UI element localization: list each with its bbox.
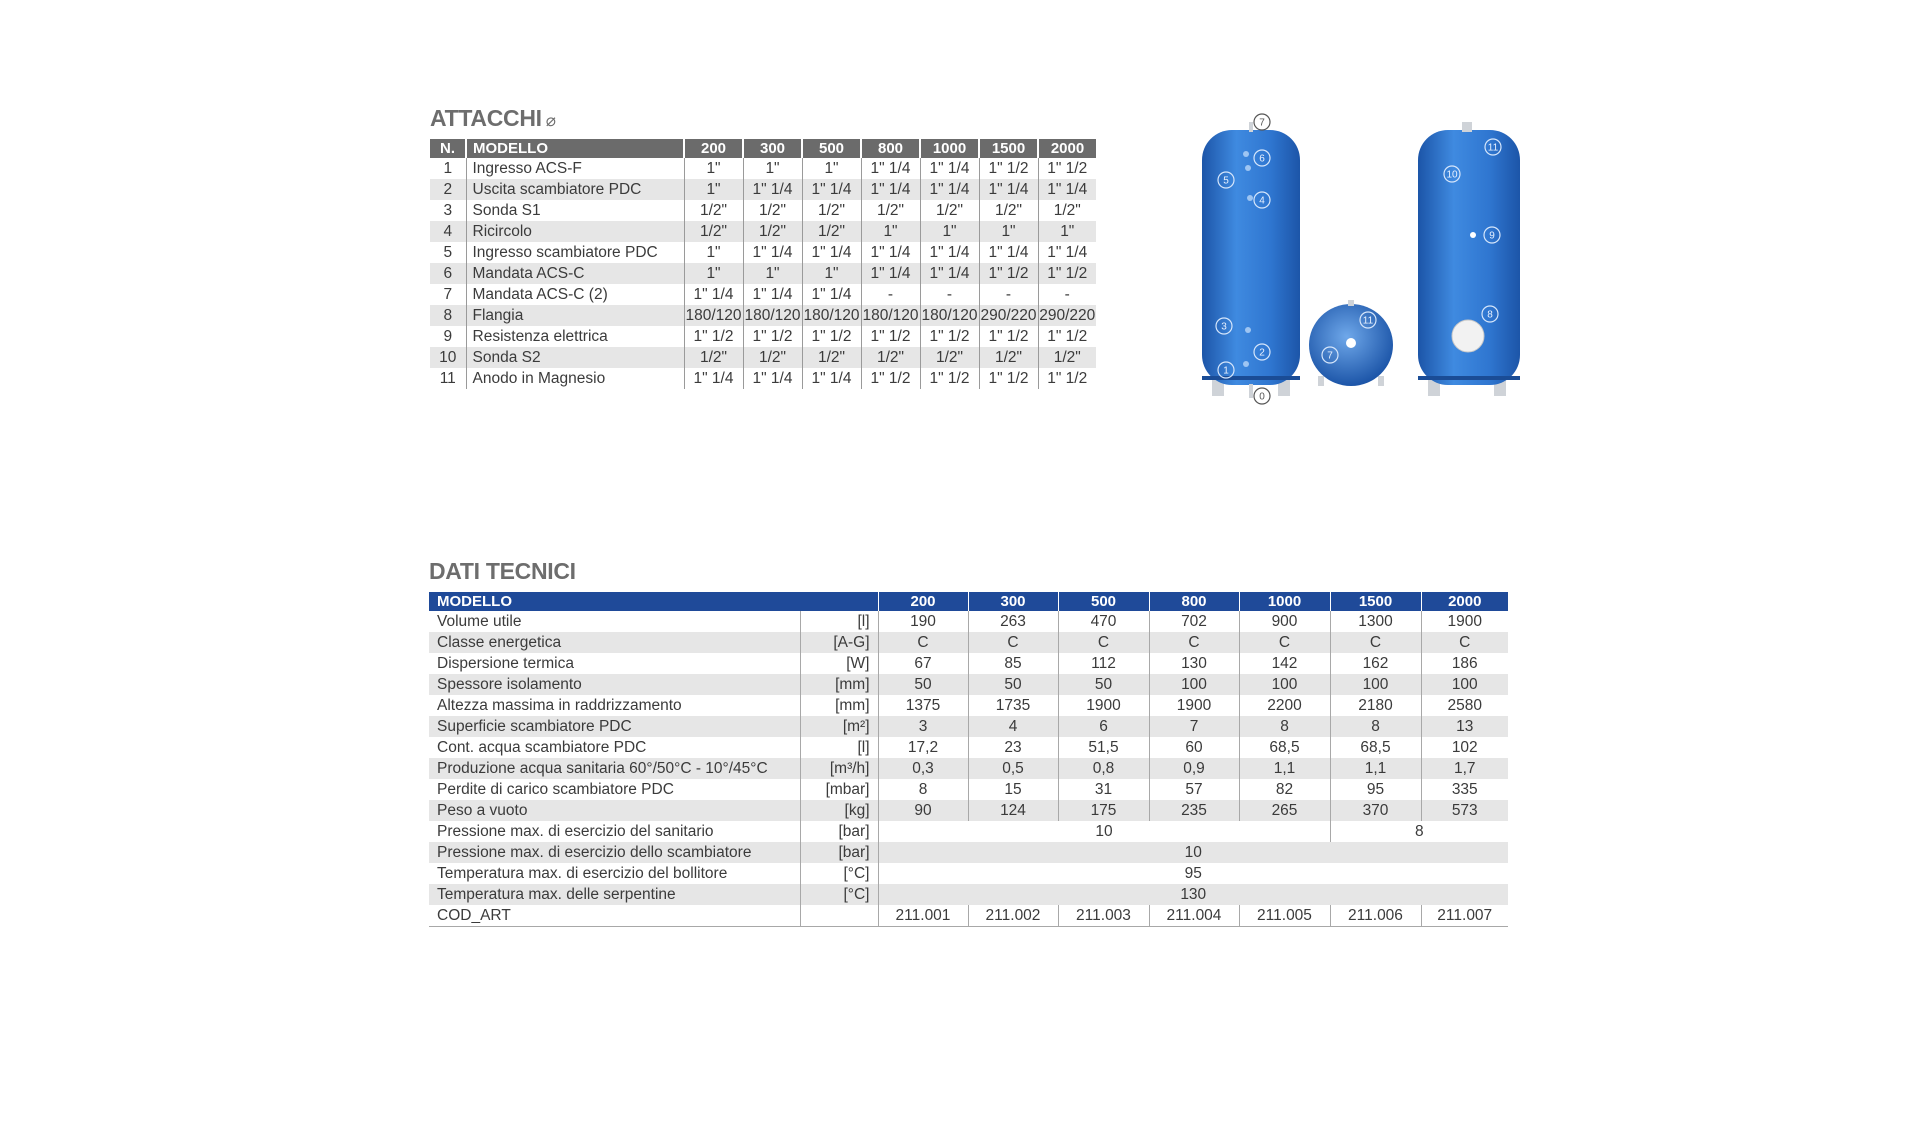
- dati-row-name: COD_ART: [429, 905, 800, 927]
- dati-cell: 50: [878, 674, 968, 695]
- attacchi-cell: 1" 1/4: [920, 158, 979, 179]
- attacchi-cell: 1" 1/2: [802, 326, 861, 347]
- attacchi-cell: 1" 1/2: [920, 368, 979, 389]
- dati-cell: 211.003: [1058, 905, 1149, 927]
- dati-cell: 702: [1149, 611, 1239, 632]
- attacchi-cell: 1" 1/4: [802, 284, 861, 305]
- attacchi-cell: 1/2": [684, 200, 743, 221]
- attacchi-cell: 1": [1038, 221, 1096, 242]
- side-label-9: 9: [1489, 230, 1495, 242]
- attacchi-row-name: Uscita scambiatore PDC: [466, 179, 684, 200]
- attacchi-cell: 1" 1/4: [802, 368, 861, 389]
- attacchi-cell: 1/2": [684, 347, 743, 368]
- front-tank-band: [1202, 376, 1300, 380]
- dati-row-name: Temperatura max. delle serpentine: [429, 884, 800, 905]
- dati-merged-cell: 10: [878, 842, 1508, 863]
- attacchi-header-model-2000: 2000: [1038, 139, 1096, 158]
- dati-row: [429, 695, 1508, 716]
- front-tank-dot: [1245, 165, 1251, 171]
- attacchi-row-number: 9: [443, 328, 453, 345]
- dati-cell: 13: [1421, 716, 1508, 737]
- attacchi-header-model-1500: 1500: [979, 139, 1038, 158]
- dati-row-name: Classe energetica: [429, 632, 800, 653]
- attacchi-cell: 180/120: [744, 307, 801, 324]
- dati-cell: 100: [1421, 674, 1508, 695]
- dati-merged-cell: 95: [878, 863, 1508, 884]
- dati-cell: C: [1149, 632, 1239, 653]
- attacchi-row: [430, 221, 1096, 242]
- dati-header-model-2000: 2000: [1421, 592, 1508, 611]
- front-label-3: 3: [1221, 321, 1227, 333]
- dati-cell: 82: [1239, 779, 1330, 800]
- attacchi-cell: 1/2": [979, 347, 1038, 368]
- dati-cell: 190: [878, 611, 968, 632]
- dati-cell: 31: [1058, 779, 1149, 800]
- attacchi-row-number: 4: [430, 221, 466, 242]
- dati-row-unit: [°C]: [800, 863, 878, 884]
- dati-cell: C: [1421, 632, 1508, 653]
- dati-cell: 0,5: [968, 758, 1058, 779]
- attacchi-cell: 1": [802, 263, 861, 284]
- attacchi-header-n: N.: [430, 139, 466, 158]
- tank-illustrations: [1190, 108, 1520, 413]
- attacchi-cell: 1" 1/4: [1038, 179, 1096, 200]
- attacchi-cell: 1" 1/4: [920, 242, 979, 263]
- dati-row-unit: [mm]: [800, 674, 878, 695]
- dati-row-name: Produzione acqua sanitaria 60°/50°C - 10°/45°C: [429, 758, 800, 779]
- dati-row-name: Perdite di carico scambiatore PDC: [437, 781, 674, 798]
- front-label-1: 1: [1223, 365, 1229, 377]
- attacchi-cell: 1" 1/2: [861, 368, 920, 389]
- attacchi-cell: 1" 1/2: [1038, 368, 1096, 389]
- attacchi-row-name: Flangia: [466, 305, 684, 326]
- side-tank-top-pipe: [1462, 122, 1472, 132]
- dati-row: [429, 758, 1508, 779]
- dati-row-unit: [bar]: [800, 821, 878, 842]
- dati-cell: 211.002: [968, 905, 1058, 927]
- attacchi-cell: 1" 1/2: [979, 158, 1038, 179]
- dati-cell: 60: [1149, 737, 1239, 758]
- attacchi-header-model-800: 800: [861, 139, 920, 158]
- dati-cell: 68,5: [1239, 737, 1330, 758]
- attacchi-cell: 1" 1/4: [861, 158, 920, 179]
- attacchi-cell: 1" 1/4: [743, 368, 802, 389]
- attacchi-cell: 1" 1/4: [1038, 242, 1096, 263]
- dati-cell: 1300: [1330, 611, 1421, 632]
- attacchi-cell: 1": [979, 221, 1038, 242]
- attacchi-cell: 1/2": [979, 200, 1038, 221]
- dati-cell: 112: [1058, 653, 1149, 674]
- top-view-nipple: [1348, 300, 1354, 306]
- attacchi-cell: 1" 1/2: [684, 326, 743, 347]
- attacchi-cell: 1/2": [684, 221, 743, 242]
- dati-row-name: Altezza massima in raddrizzamento: [437, 697, 682, 714]
- attacchi-row: [430, 326, 1096, 347]
- attacchi-row: [430, 179, 1096, 200]
- attacchi-cell: 1" 1/2: [1038, 326, 1096, 347]
- attacchi-cell: 1": [684, 158, 743, 179]
- dati-row-unit: [mbar]: [800, 779, 878, 800]
- front-tank-dot: [1247, 195, 1253, 201]
- side-tank-band: [1418, 376, 1520, 380]
- dati-row: [429, 653, 1508, 674]
- dati-tecnici-header-row: [429, 592, 1508, 611]
- attacchi-cell: 180/120: [862, 307, 919, 324]
- dati-cell: 2200: [1239, 695, 1330, 716]
- dati-row-name: Peso a vuoto: [429, 800, 800, 821]
- dati-row-unit: [kg]: [800, 800, 878, 821]
- dati-header-modello: MODELLO: [429, 592, 878, 611]
- dati-cell: C: [1330, 632, 1421, 653]
- side-tank-dot: [1470, 232, 1476, 238]
- dati-cell: 235: [1149, 800, 1239, 821]
- dati-cell: 68,5: [1330, 737, 1421, 758]
- dati-cell: 90: [878, 800, 968, 821]
- dati-row-name: Pressione max. di esercizio dello scambiatore: [429, 842, 800, 863]
- attacchi-row: [430, 284, 1096, 305]
- dati-row-name: Volume utile: [437, 613, 522, 630]
- dati-cell: 0,8: [1058, 758, 1149, 779]
- dati-row-unit: [m³/h]: [800, 758, 878, 779]
- attacchi-cell: 1" 1/2: [979, 263, 1038, 284]
- attacchi-row-number: 11: [439, 370, 456, 387]
- dati-merged-cell: 130: [878, 884, 1508, 905]
- attacchi-cell: 1" 1/4: [861, 263, 920, 284]
- dati-merged-cell: 8: [1330, 821, 1508, 842]
- dati-cell: 102: [1421, 737, 1508, 758]
- dati-row: [429, 716, 1508, 737]
- dati-row-name: Cont. acqua scambiatore PDC: [437, 739, 647, 756]
- front-label-6: 6: [1259, 153, 1265, 165]
- dati-cell: 50: [968, 674, 1058, 695]
- front-tank-body: [1202, 130, 1300, 385]
- attacchi-cell: 1/2": [743, 347, 802, 368]
- dati-row: [429, 737, 1508, 758]
- dati-row: [429, 632, 1508, 653]
- side-tank: [1418, 122, 1520, 396]
- dati-row-unit: [m²]: [800, 716, 878, 737]
- front-tank-dot: [1243, 151, 1249, 157]
- attacchi-cell: 1": [684, 242, 743, 263]
- dati-cell: 335: [1421, 779, 1508, 800]
- attacchi-cell: 1" 1/4: [743, 284, 802, 305]
- dati-tecnici-title-text: DATI TECNICI: [429, 558, 576, 584]
- dati-header-model-1000: 1000: [1239, 592, 1330, 611]
- attacchi-cell: 1" 1/2: [1038, 158, 1096, 179]
- dati-row-unit: [800, 905, 878, 927]
- attacchi-cell: 1" 1/4: [802, 242, 861, 263]
- front-label-5: 5: [1223, 175, 1229, 187]
- dati-row: [429, 779, 1508, 800]
- dati-row: [429, 821, 1508, 842]
- dati-row-name: Superficie scambiatore PDC: [429, 716, 800, 737]
- attacchi-row: [430, 368, 1096, 389]
- attacchi-cell: 1": [802, 158, 861, 179]
- dati-cell: 57: [1149, 779, 1239, 800]
- dati-cell: 370: [1330, 800, 1421, 821]
- dati-header-model-1500: 1500: [1330, 592, 1421, 611]
- dati-cell: 211.005: [1239, 905, 1330, 927]
- attacchi-cell: -: [979, 284, 1038, 305]
- attacchi-row-number: 8: [430, 305, 466, 326]
- dati-row-unit: [bar]: [800, 842, 878, 863]
- dati-cell: 211.006: [1330, 905, 1421, 927]
- dati-cell: 900: [1239, 611, 1330, 632]
- attacchi-cell: 1": [684, 179, 743, 200]
- dati-cell: 67: [878, 653, 968, 674]
- dati-cell: C: [878, 632, 968, 653]
- attacchi-cell: 1" 1/4: [861, 242, 920, 263]
- attacchi-row-number: 6: [430, 263, 466, 284]
- dati-cell: 0,3: [878, 758, 968, 779]
- attacchi-row-name: Ricircolo: [466, 221, 684, 242]
- dati-row: [429, 800, 1508, 821]
- top-label-7: 7: [1327, 350, 1333, 362]
- dati-cell: 162: [1330, 653, 1421, 674]
- attacchi-cell: 180/120: [921, 307, 978, 324]
- dati-row-name: Spessore isolamento: [429, 674, 800, 695]
- dati-cell: 7: [1149, 716, 1239, 737]
- attacchi-cell: -: [861, 284, 920, 305]
- attacchi-row-number: 2: [430, 179, 466, 200]
- attacchi-row-number: 1: [443, 160, 453, 177]
- dati-cell: 4: [968, 716, 1058, 737]
- attacchi-cell: 1": [684, 263, 743, 284]
- dati-cell: 17,2: [878, 737, 968, 758]
- attacchi-row-number: 5: [443, 244, 453, 261]
- attacchi-table: [430, 139, 1096, 389]
- dati-row: [429, 611, 1508, 632]
- dati-cell: 0,9: [1149, 758, 1239, 779]
- dati-cell: 263: [968, 611, 1058, 632]
- dati-header-model-300: 300: [968, 592, 1058, 611]
- dati-row-unit: [l]: [800, 611, 878, 632]
- attacchi-cell: 1" 1/2: [979, 368, 1038, 389]
- dati-cell: C: [968, 632, 1058, 653]
- attacchi-cell: 1" 1/2: [861, 326, 920, 347]
- dati-cell: 1900: [1149, 695, 1239, 716]
- attacchi-row-number: 10: [430, 347, 466, 368]
- attacchi-cell: 1" 1/4: [802, 179, 861, 200]
- dati-header-model-800: 800: [1149, 592, 1239, 611]
- attacchi-cell: 290/220: [1039, 307, 1096, 324]
- dati-cell: 100: [1239, 674, 1330, 695]
- top-view-foot-right: [1378, 376, 1384, 386]
- attacchi-header-model-200: 200: [684, 139, 743, 158]
- dati-cell: 23: [968, 737, 1058, 758]
- attacchi-header-row: [430, 139, 1096, 158]
- dati-cell: 1375: [878, 695, 968, 716]
- attacchi-cell: 1": [920, 221, 979, 242]
- dati-cell: 1,1: [1239, 758, 1330, 779]
- dati-cell: 51,5: [1058, 737, 1149, 758]
- dati-row-unit: [A-G]: [800, 632, 878, 653]
- dati-row-unit: [mm]: [800, 695, 878, 716]
- attacchi-cell: 1" 1/4: [920, 179, 979, 200]
- attacchi-cell: 1" 1/2: [743, 326, 802, 347]
- dati-cell: 1,7: [1421, 758, 1508, 779]
- attacchi-row-name: Resistenza elettrica: [466, 326, 684, 347]
- dati-cell: 8: [878, 779, 968, 800]
- attacchi-cell: 1" 1/2: [1038, 263, 1096, 284]
- attacchi-row: [430, 263, 1096, 284]
- attacchi-cell: 1": [743, 158, 802, 179]
- dati-cell: 3: [878, 716, 968, 737]
- dati-cell: 95: [1330, 779, 1421, 800]
- attacchi-cell: 1": [743, 263, 802, 284]
- dati-cell: 1900: [1058, 695, 1149, 716]
- dati-cell: 1900: [1421, 611, 1508, 632]
- dati-row: [429, 905, 1508, 927]
- dati-cell: 1,1: [1330, 758, 1421, 779]
- dati-row: [429, 884, 1508, 905]
- dati-row-unit: [l]: [800, 737, 878, 758]
- attacchi-row-name: Mandata ACS-C (2): [466, 284, 684, 305]
- attacchi-cell: 1" 1/4: [684, 368, 743, 389]
- attacchi-header-model-1000: 1000: [920, 139, 979, 158]
- side-label-11: 11: [1487, 142, 1499, 154]
- dati-header-model-200: 200: [878, 592, 968, 611]
- dati-row-name: Dispersione termica: [437, 655, 574, 672]
- attacchi-cell: 1": [861, 221, 920, 242]
- dati-row-unit: [°C]: [800, 884, 878, 905]
- attacchi-cell: 1" 1/2: [979, 326, 1038, 347]
- attacchi-cell: 1/2": [1038, 200, 1096, 221]
- attacchi-row-name: Ingresso ACS-F: [466, 158, 684, 179]
- front-label-2: 2: [1259, 347, 1265, 359]
- dati-row-unit: [W]: [800, 653, 878, 674]
- attacchi-cell: 1" 1/2: [920, 326, 979, 347]
- dati-cell: 130: [1149, 653, 1239, 674]
- dati-cell: 2180: [1330, 695, 1421, 716]
- dati-row: [429, 674, 1508, 695]
- top-label-11: 11: [1362, 315, 1374, 327]
- attacchi-row-name: Anodo in Magnesio: [466, 368, 684, 389]
- attacchi-cell: 1" 1/4: [743, 179, 802, 200]
- front-label-0: 0: [1259, 391, 1265, 403]
- dati-row-name: Pressione max. di esercizio del sanitario: [437, 823, 714, 840]
- attacchi-cell: 1" 1/4: [684, 284, 743, 305]
- attacchi-cell: 1/2": [802, 200, 861, 221]
- top-view-center: [1346, 338, 1356, 348]
- side-tank-flange: [1452, 320, 1484, 352]
- dati-cell: 100: [1330, 674, 1421, 695]
- attacchi-cell: 1" 1/4: [920, 263, 979, 284]
- dati-cell: 85: [968, 653, 1058, 674]
- dati-cell: 573: [1421, 800, 1508, 821]
- dati-row-name: Temperatura max. di esercizio del bollitore: [437, 865, 728, 882]
- attacchi-cell: -: [920, 284, 979, 305]
- top-view-tank: [1309, 300, 1393, 386]
- attacchi-cell: 290/220: [980, 307, 1037, 324]
- dati-cell: 265: [1239, 800, 1330, 821]
- attacchi-row-number: 3: [443, 202, 453, 219]
- attacchi-cell: 1" 1/4: [979, 242, 1038, 263]
- dati-cell: 2580: [1421, 695, 1508, 716]
- attacchi-cell: 1/2": [802, 347, 861, 368]
- attacchi-row: [430, 305, 1096, 326]
- attacchi-cell: -: [1038, 284, 1096, 305]
- attacchi-cell: 1/2": [743, 221, 802, 242]
- attacchi-title: [430, 105, 556, 132]
- side-label-8: 8: [1487, 309, 1493, 321]
- dati-cell: 1735: [968, 695, 1058, 716]
- dati-header-model-500: 500: [1058, 592, 1149, 611]
- dati-row: [429, 842, 1508, 863]
- attacchi-cell: 1" 1/4: [979, 179, 1038, 200]
- dati-cell: 142: [1239, 653, 1330, 674]
- attacchi-cell: 1" 1/4: [743, 242, 802, 263]
- attacchi-cell: 1/2": [743, 200, 802, 221]
- attacchi-cell: 1/2": [802, 221, 861, 242]
- dati-merged-cell: 10: [878, 821, 1330, 842]
- dati-cell: 211.007: [1421, 905, 1508, 927]
- attacchi-cell: 1/2": [861, 200, 920, 221]
- dati-cell: 8: [1239, 716, 1330, 737]
- dati-row: [429, 863, 1508, 884]
- dati-cell: 211.004: [1149, 905, 1239, 927]
- dati-cell: 175: [1058, 800, 1149, 821]
- dati-cell: 6: [1058, 716, 1149, 737]
- attacchi-row-name: Sonda S1: [466, 200, 684, 221]
- dati-cell: 470: [1058, 611, 1149, 632]
- attacchi-cell: 1/2": [1038, 347, 1096, 368]
- dati-cell: C: [1058, 632, 1149, 653]
- dati-cell: 15: [968, 779, 1058, 800]
- front-tank-dot: [1245, 327, 1251, 333]
- attacchi-header-model-500: 500: [802, 139, 861, 158]
- attacchi-cell: 180/120: [803, 307, 860, 324]
- dati-tecnici-title: [429, 558, 576, 585]
- dati-cell: 50: [1058, 674, 1149, 695]
- dati-cell: 186: [1421, 653, 1508, 674]
- attacchi-row: [430, 242, 1096, 263]
- attacchi-cell: 180/120: [685, 307, 742, 324]
- side-label-10: 10: [1446, 169, 1458, 181]
- attacchi-row: [430, 347, 1096, 368]
- diameter-symbol: ⌀: [545, 111, 556, 130]
- attacchi-row-name: Mandata ACS-C: [466, 263, 684, 284]
- attacchi-row: [430, 158, 1096, 179]
- top-view-foot-left: [1318, 376, 1324, 386]
- attacchi-title-text: ATTACCHI: [430, 105, 542, 131]
- front-label-7: 7: [1259, 117, 1265, 129]
- dati-cell: 100: [1149, 674, 1239, 695]
- attacchi-row-number: 7: [443, 286, 453, 303]
- dati-cell: 8: [1330, 716, 1421, 737]
- front-tank-dot: [1243, 361, 1249, 367]
- attacchi-cell: 1" 1/4: [861, 179, 920, 200]
- dati-cell: 211.001: [878, 905, 968, 927]
- attacchi-cell: 1/2": [920, 200, 979, 221]
- attacchi-row-name: Sonda S2: [466, 347, 684, 368]
- attacchi-header-model-300: 300: [743, 139, 802, 158]
- attacchi-header-modello: MODELLO: [466, 139, 684, 158]
- attacchi-row-name: Ingresso scambiatore PDC: [466, 242, 684, 263]
- dati-cell: C: [1239, 632, 1330, 653]
- front-tank: [1202, 114, 1300, 404]
- attacchi-row: [430, 200, 1096, 221]
- attacchi-cell: 1/2": [920, 347, 979, 368]
- attacchi-cell: 1/2": [861, 347, 920, 368]
- front-label-4: 4: [1259, 195, 1265, 207]
- dati-tecnici-table: [429, 592, 1508, 927]
- dati-cell: 124: [968, 800, 1058, 821]
